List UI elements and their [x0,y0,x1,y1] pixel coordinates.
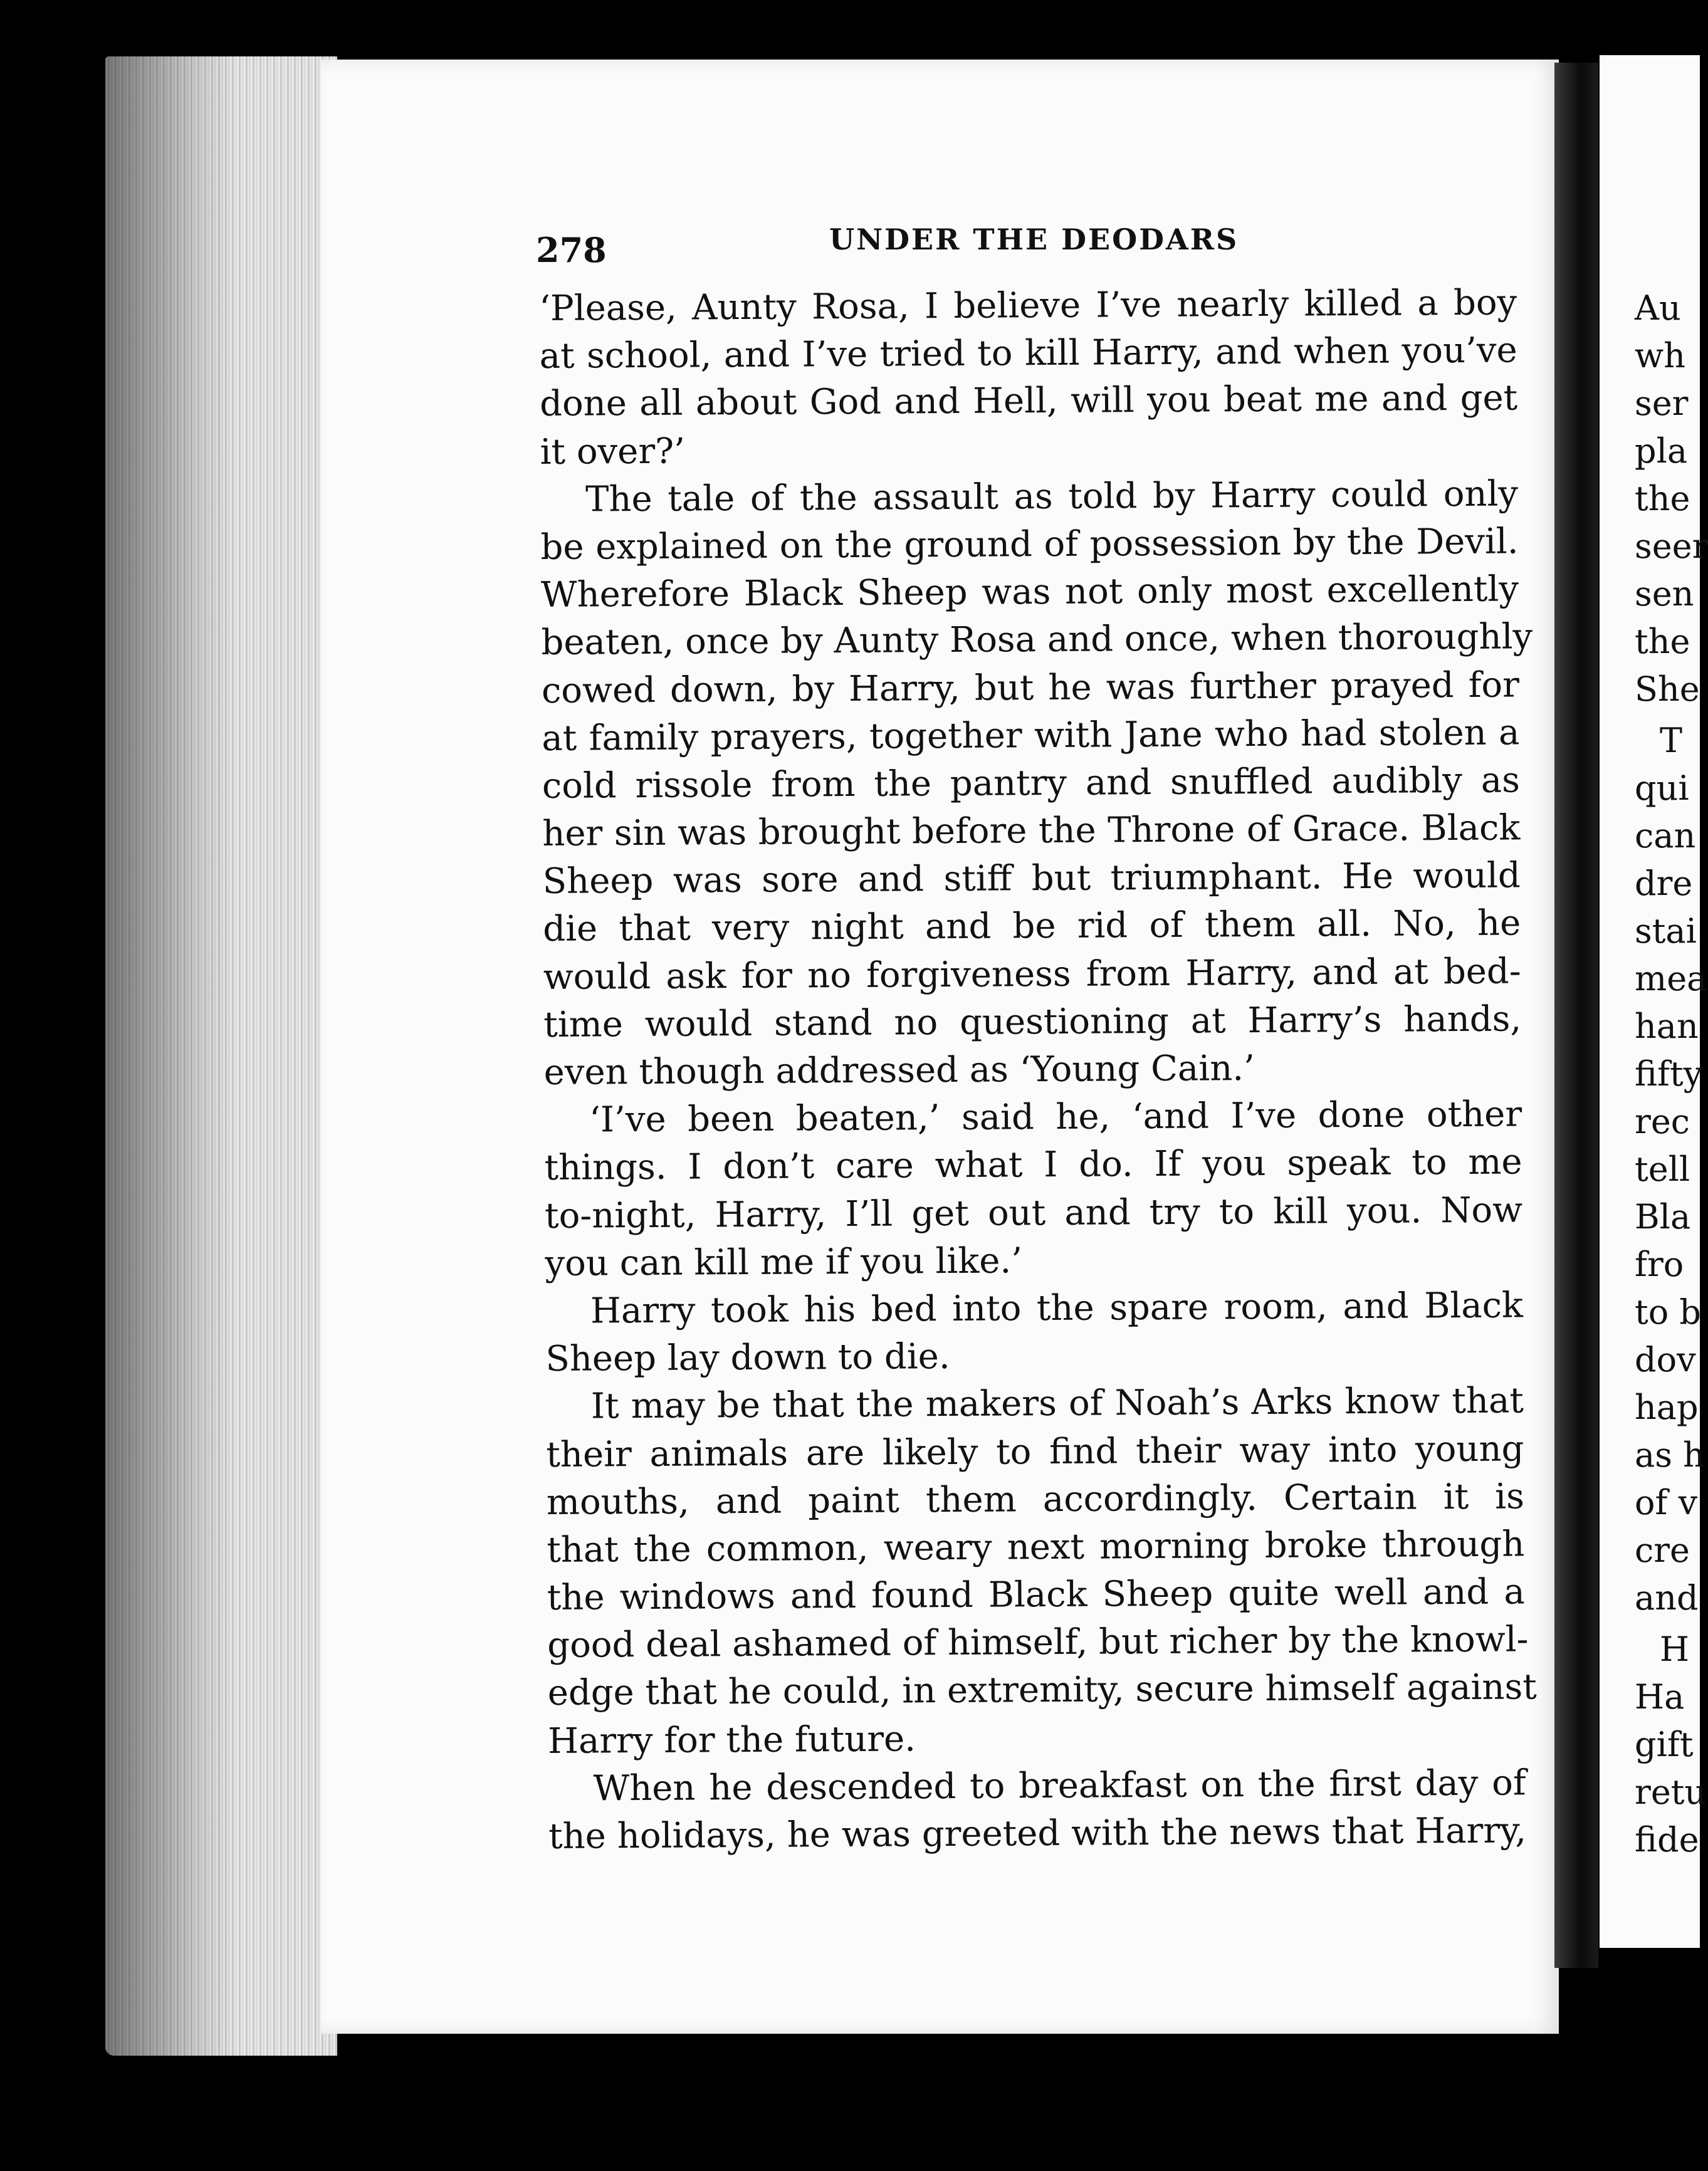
text-line: good deal ashamed of himself, but richer by the knowl- [547,1619,1529,1666]
facing-page-line-fragment: fifty [1635,1054,1703,1094]
text-line: even though addressed as ‘Young Cain.’ [543,1048,1255,1093]
facing-page-line-fragment: gift [1635,1725,1694,1764]
facing-page-line-fragment: cre [1635,1530,1690,1570]
facing-page-line-fragment: pla [1635,431,1688,471]
text-line: ‘Please, Aunty Rosa, I believe I’ve nearly killed a boy [539,282,1517,329]
facing-page-line-fragment: wh [1635,336,1685,375]
text-line: Sheep was sore and stiff but triumphant. He would [542,855,1521,902]
text-line: at family prayers, together with Jane who had stolen a [542,712,1520,759]
facing-page-line-fragment: of v [1635,1483,1698,1522]
text-line: mouths, and paint them accordingly. Certain it is [546,1476,1525,1523]
facing-page-line-fragment: can [1635,816,1696,855]
facing-page-line-fragment: the [1635,479,1690,518]
facing-page [1600,55,1708,1948]
text-line: edge that he could, in extremity, secure himself against [547,1666,1537,1714]
text-line: you can kill me if you like.’ [545,1240,1023,1284]
text-line: Harry for the future. [547,1718,916,1762]
facing-page-line-fragment: the [1635,622,1690,661]
text-line: cowed down, by Harry, but he was further prayed for [541,664,1520,711]
page-number: 278 [536,230,607,270]
running-head [536,216,1514,270]
text-line: ‘I’ve been beaten,’ said he, ‘and I’ve done other [589,1094,1522,1141]
text-line: Wherefore Black Sheep was not only most excellently [540,568,1519,616]
facing-page-line-fragment: stai [1635,911,1697,951]
facing-page-line-fragment: Ha [1635,1677,1685,1717]
facing-page-line-fragment: rec [1635,1102,1690,1141]
facing-page-line-fragment: She [1635,669,1700,709]
text-line: would ask for no forgiveness from Harry, and at bed- [543,951,1521,998]
text-line: die that very night and be rid of them all. No, he [543,902,1521,950]
facing-page-line-fragment: T [1660,721,1683,760]
facing-page-line-fragment: sen [1635,574,1694,614]
text-line: things. I don’t care what I do. If you speak to me [544,1141,1522,1189]
facing-page-line-fragment: qui [1635,768,1689,808]
facing-page-line-fragment: seer [1635,526,1708,566]
facing-page-line-fragment: ser [1635,384,1689,423]
text-line: the windows and found Black Sheep quite well and a [547,1571,1525,1619]
text-line: cold rissole from the pantry and snuffled audibly as [542,760,1521,807]
text-line: be explained on the ground of possession by the Devil. [540,521,1519,568]
facing-page-line-fragment: Bla [1635,1197,1691,1237]
text-line: beaten, once by Aunty Rosa and once, when thoroughly [541,616,1533,664]
text-line: the holidays, he was greeted with the news that Harry, [548,1810,1527,1857]
facing-page-line-fragment: retu [1635,1772,1707,1812]
text-line: at school, and I’ve tried to kill Harry, and when you’ve [539,330,1517,377]
facing-page-line-fragment: hap [1635,1388,1699,1427]
running-title: UNDER THE DEODARS [829,222,1239,256]
facing-page-line-fragment: and [1635,1578,1699,1618]
facing-page-line-fragment: Au [1635,288,1681,328]
page-edges-shadow [105,56,237,2056]
text-line: it over?’ [540,431,686,473]
text-line: It may be that the makers of Noah’s Arks know that [590,1380,1524,1427]
text-line: to-night, Harry, I’ll get out and try to kill you. Now [544,1190,1523,1237]
facing-page-line-fragment: dre [1635,864,1693,903]
facing-page-line-fragment: fro [1635,1245,1684,1284]
text-line: Sheep lay down to die. [545,1336,950,1380]
body-text [539,279,1537,1861]
text-line: When he descended to breakfast on the first day of [593,1762,1526,1809]
facing-page-line-fragment: fide [1635,1820,1699,1860]
facing-page-line-fragment: mea [1635,959,1707,998]
facing-page-line-fragment: han [1635,1007,1699,1046]
facing-page-line-fragment: tell [1635,1149,1690,1189]
text-line: their animals are likely to find their way into young [546,1428,1524,1475]
text-line: The tale of the assault as told by Harry could only [585,473,1519,520]
book-gutter [1554,63,1598,1968]
text-line: that the common, weary next morning broke through [547,1524,1525,1571]
facing-page-line-fragment: as h [1635,1435,1705,1475]
facing-page-line-fragment: H [1660,1630,1690,1669]
facing-page-line-fragment: dov [1635,1340,1696,1379]
text-line: her sin was brought before the Throne of Grace. Black [542,807,1521,855]
facing-page-line-fragment: to b [1635,1292,1701,1332]
text-line: time would stand no questioning at Harry’s hands, [543,998,1522,1045]
text-line: done all about God and Hell, will you beat me and get [539,377,1518,425]
text-line: Harry took his bed into the spare room, and Black [590,1285,1524,1332]
